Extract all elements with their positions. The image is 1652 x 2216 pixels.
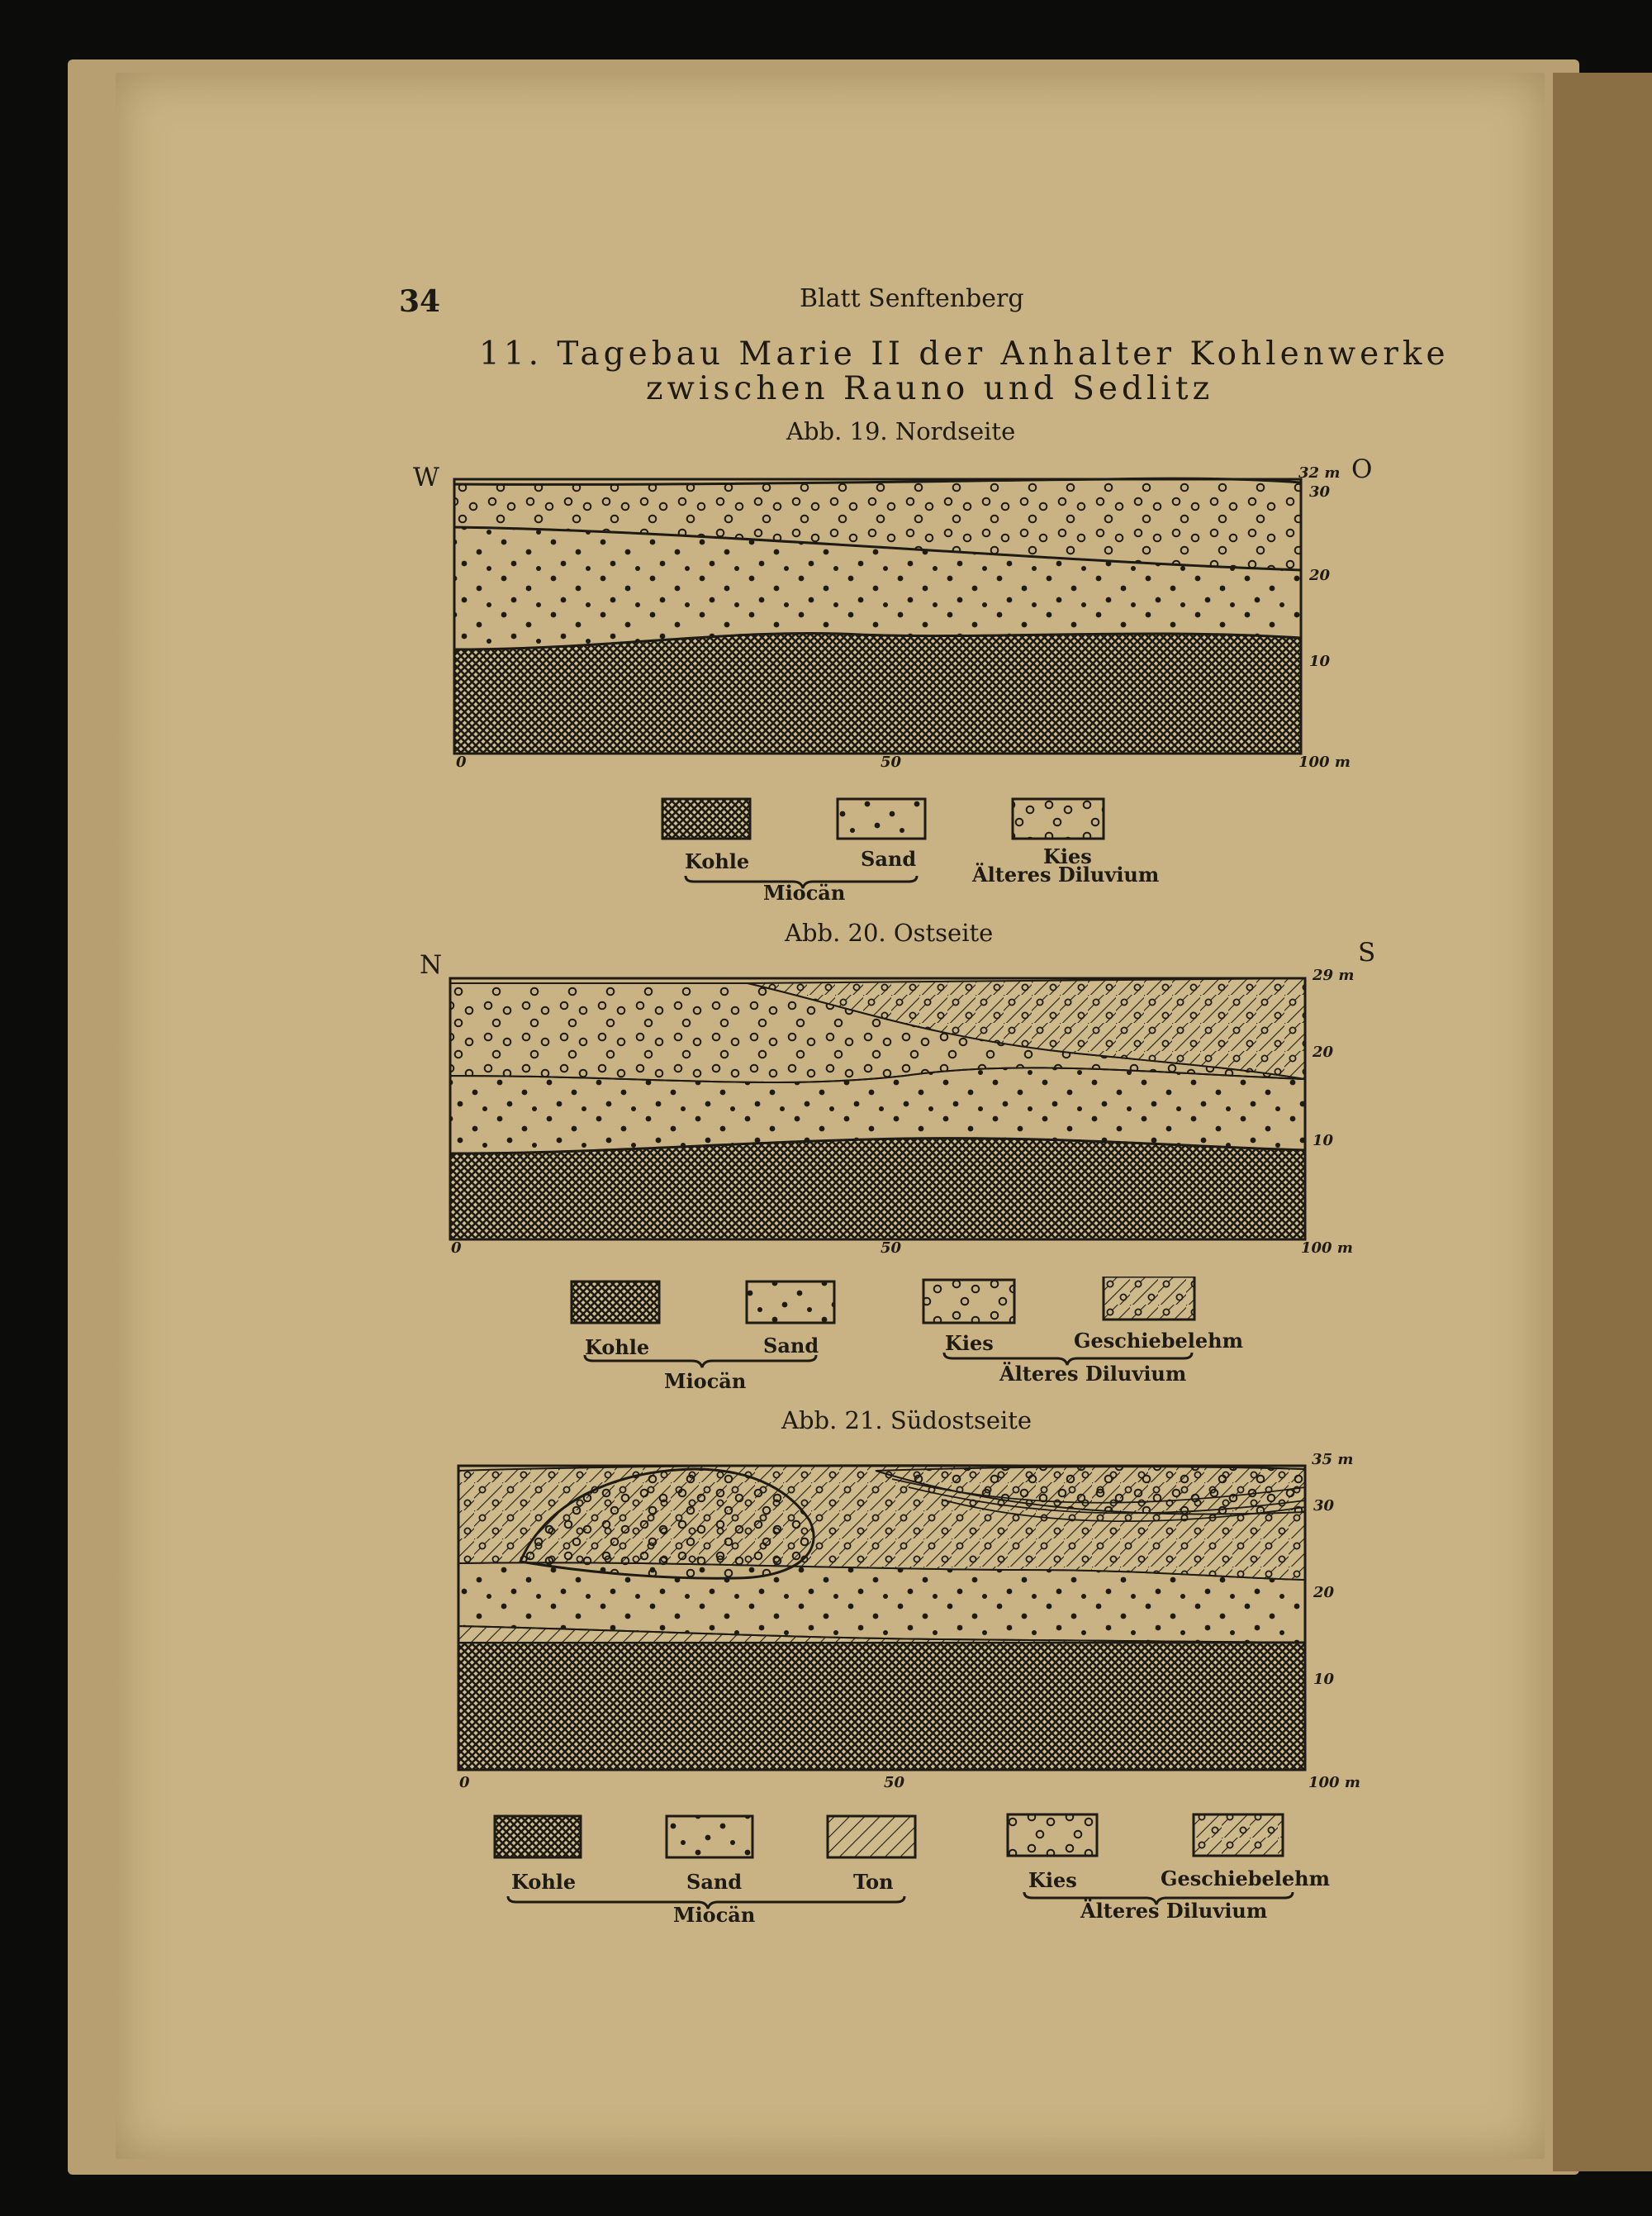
distance-label-50: 50 [881,754,902,771]
coal-layer [458,1643,1305,1770]
coal-layer [450,1139,1305,1239]
legend-geschiebelehm-swatch [1104,1277,1194,1320]
legend-kohle-label: Kohle [585,1335,650,1359]
figure-20-caption: Abb. 20. Ostseite [785,919,994,947]
height-label-10: 10 [1313,1671,1335,1688]
height-label-20: 20 [1313,1044,1334,1061]
height-label-top: 32 m [1298,464,1341,482]
legend-ton-swatch [828,1816,915,1857]
distance-label-100: 100 m [1301,1239,1353,1257]
distance-label-0: 0 [456,754,467,771]
legend-miocaen-label: Miocän [664,1369,747,1393]
distance-label-0: 0 [459,1774,470,1791]
legend-kies-label: Kies [1028,1868,1077,1892]
legend-sand-swatch [838,799,925,839]
legend-sand-label: Sand [861,847,917,871]
section-subtitle: zwischen Rauno und Sedlitz [646,370,1214,407]
legend-kies-swatch [1013,799,1104,839]
legend-sand-label: Sand [763,1334,819,1358]
direction-south: S [1358,938,1376,968]
legend-ton-label: Ton [853,1870,894,1894]
direction-west: W [413,463,439,492]
running-title: Blatt Senftenberg [800,284,1024,313]
legend-miocaen-label: Miocän [673,1903,756,1927]
height-label-top: 35 m [1312,1451,1354,1468]
legend-aelteres-diluvium-label: Älteres Diluvium [1080,1899,1268,1923]
legend-geschiebelehm-label: Geschiebelehm [1074,1329,1244,1353]
legend-sand-swatch [667,1816,752,1857]
height-label-top: 29 m [1313,967,1355,984]
height-label-10: 10 [1313,1132,1334,1149]
facing-page-edge [1553,73,1652,2171]
legend-kies-label: Kies [1043,844,1092,868]
height-label-10: 10 [1309,653,1331,670]
distance-label-0: 0 [451,1239,462,1257]
legend-kohle-label: Kohle [685,849,750,873]
legend-kies-label: Kies [945,1331,994,1355]
legend-geschiebelehm-swatch [1194,1814,1283,1856]
direction-east: O [1351,454,1373,484]
distance-label-50: 50 [884,1774,905,1791]
legend-miocaen-label: Miocän [763,881,846,905]
legend-sand-swatch [747,1282,834,1323]
height-label-20: 20 [1313,1584,1335,1601]
legend-aelteres-diluvium-label: Älteres Diluvium [999,1362,1187,1386]
figure-19-profile [446,463,1355,777]
legend-kies-swatch [1008,1814,1097,1856]
legend-kohle-label: Kohle [511,1870,577,1894]
legend-kohle-swatch [662,799,750,839]
height-label-20: 20 [1309,567,1331,584]
section-title: 11. Tagebau Marie II der Anhalter Kohlenwerke [479,335,1450,373]
direction-north: N [420,950,443,980]
page-number: 34 [399,284,441,319]
legend-geschiebelehm-label: Geschiebelehm [1161,1866,1331,1890]
figure-21-profile [446,1454,1363,1785]
legend-aelteres-diluvium-label: Älteres Diluvium [972,863,1160,887]
coal-layer [454,633,1301,754]
height-label-30: 30 [1309,483,1331,501]
distance-label-100: 100 m [1308,1774,1360,1791]
figure-19-caption: Abb. 19. Nordseite [786,417,1016,445]
distance-label-50: 50 [881,1239,902,1257]
legend-sand-label: Sand [686,1870,743,1894]
height-label-30: 30 [1313,1497,1335,1515]
figure-20-profile [442,967,1359,1248]
legend-kohle-swatch [572,1282,659,1323]
figure-21-caption: Abb. 21. Südostseite [781,1406,1032,1434]
distance-label-100: 100 m [1298,754,1351,771]
legend-kohle-swatch [495,1816,581,1857]
legend-kies-swatch [923,1280,1014,1323]
